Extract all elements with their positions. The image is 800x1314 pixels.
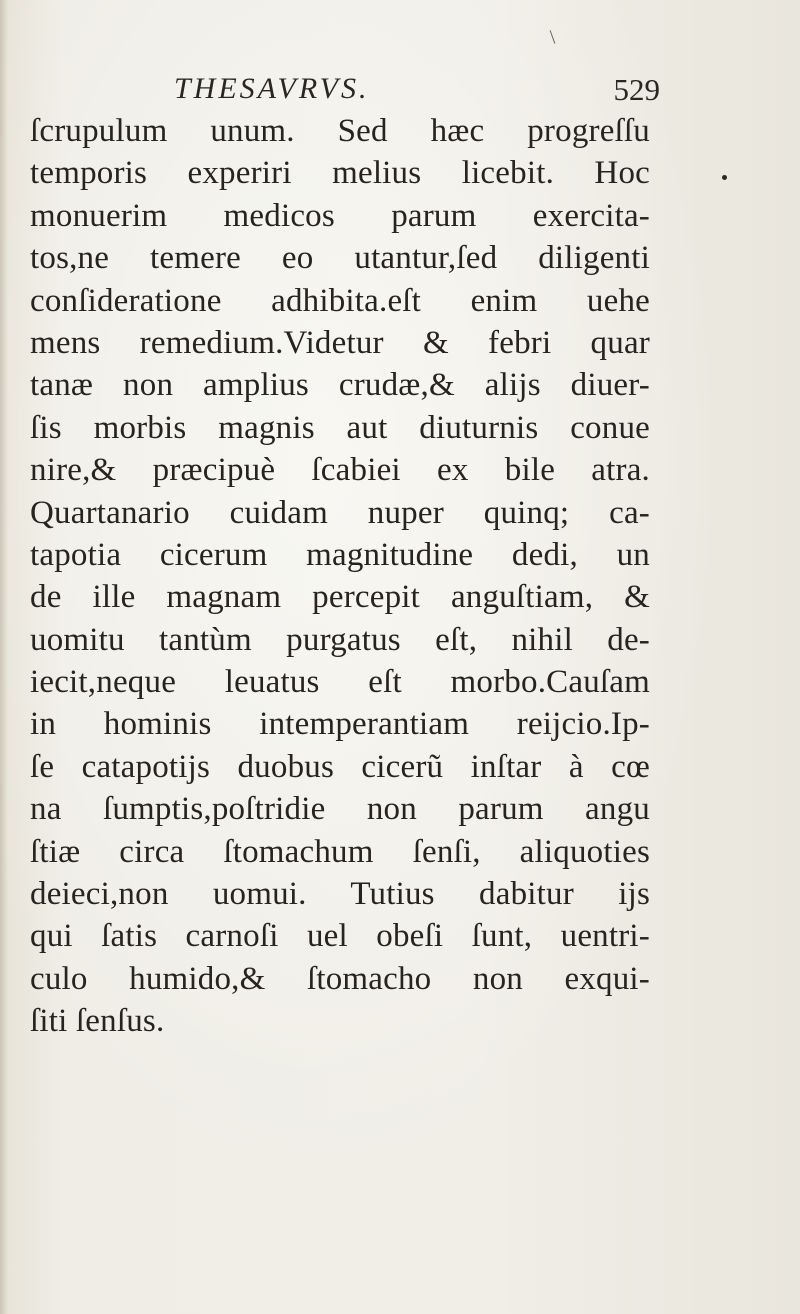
text-line: de ille magnam percepit anguſtiam, & [30,579,650,616]
text-line: ſtiæ circa ſtomachum ſenſi, aliquoties [30,833,650,870]
running-head [170,70,660,110]
text-line: qui ſatis carnoſi uel obeſi ſunt, uentri- [30,918,650,955]
text-line: tapotia cicerum magnitudine dedi, un [30,536,650,573]
text-line: ſcrupulum unum. Sed hæc progreſſu [30,113,650,149]
text-line: in hominis intemperantiam reijcio.Ip- [30,706,650,743]
text-line: nire,& præcipuè ſcabiei ex bile atra. [30,452,650,489]
text-line: culo humido,& ſtomacho non exqui- [30,960,650,997]
text-line: monuerim medicos parum exercita- [30,197,650,234]
page-number: 529 [613,72,660,107]
text-line: temporis experiri melius licebit. Hoc [30,155,650,192]
ink-speck [722,175,727,180]
gutter-shadow [0,0,8,1314]
text-line: na ſumptis,poſtridie non parum angu [30,791,650,828]
paper-mark [550,30,556,43]
text-line: ſe catapotijs duobus cicerũ inſtar à cœ [30,748,650,785]
text-line: ſis morbis magnis aut diuturnis conue [30,409,650,446]
text-block [30,110,650,1043]
text-line: deieci,non uomui. Tutius dabitur ijs [30,876,650,913]
text-line: Quartanario cuidam nuper quinq; ca- [30,494,650,531]
text-line-last: ſiti ſenſus. [30,1003,165,1040]
running-title: THESAVRVS. [174,72,370,105]
text-line: conſideratione adhibita.eſt enim uehe [30,282,650,319]
text-line: tanæ non amplius crudæ,& alijs diuer- [30,367,650,404]
text-line: iecit,neque leuatus eſt morbo.Cauſam [30,664,650,701]
text-line: tos,ne temere eo utantur,ſed diligenti [30,240,650,277]
text-line: uomitu tantùm purgatus eſt, nihil de- [30,621,650,658]
text-line: mens remedium.Videtur & febri quar [30,324,650,361]
